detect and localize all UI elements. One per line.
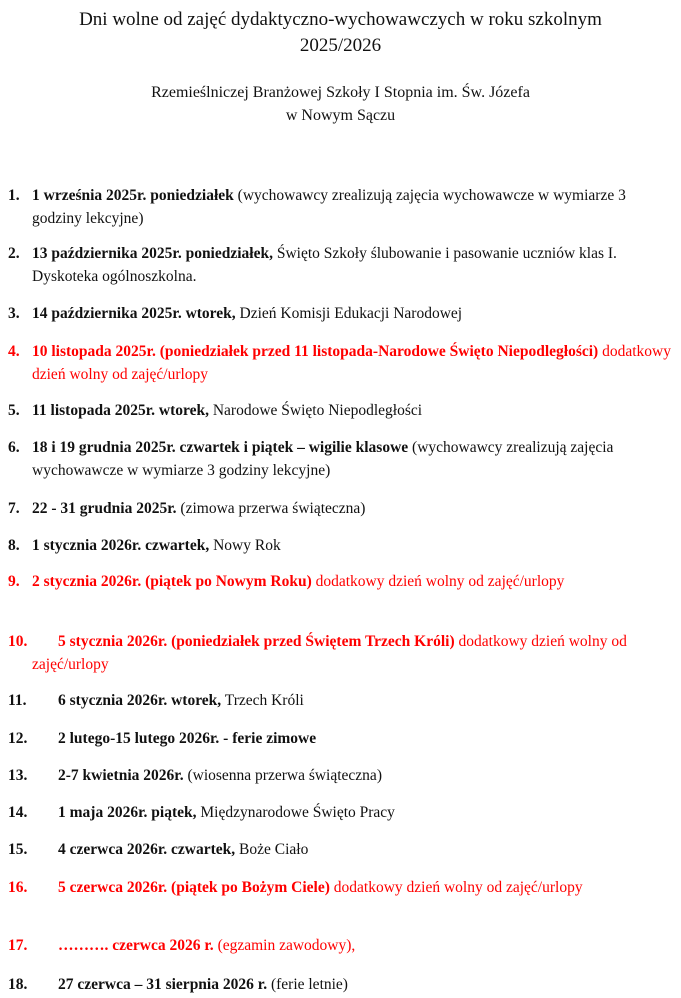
list-item [0,534,676,557]
title-line-1: Dni wolne od zajęć dydaktyczno-wychowawczych w roku szkolnym [79,9,602,30]
list-item [0,436,676,482]
item-text [0,876,676,899]
item-number: 18. [8,976,28,993]
item-number: 11. [8,692,27,709]
list-item [0,242,676,288]
item-text [0,302,676,325]
item-number: 12. [8,730,28,747]
item-text [0,630,676,676]
list-item [0,497,676,520]
item-number: 2. [8,245,20,262]
school-line-2: w Nowym Sączu [285,107,396,124]
item-text [0,838,676,861]
item-date: 1 maja 2026r. piątek, [58,804,197,821]
item-text [0,497,676,520]
item-description: Międzynarodowe Święto Pracy [196,804,395,821]
item-date: 10 listopada 2025r. (poniedziałek przed 11 listopada-Narodowe Święto Niepodległości) [32,343,599,360]
item-text [0,689,676,712]
item-number: 9. [8,573,20,590]
list-item [0,934,676,957]
item-date: 14 października 2025r. wtorek, [32,305,236,322]
item-description: Narodowe Święto Niepodległości [208,402,423,419]
item-text [0,399,676,422]
item-date: 27 czerwca – 31 sierpnia 2026 r. [58,976,268,993]
document-title [0,7,681,59]
item-date: 1 stycznia 2026r. czwartek, [32,537,210,554]
item-description: Nowy Rok [209,537,281,554]
item-text [0,934,676,957]
item-text [0,764,676,787]
item-date: 22 - 31 grudnia 2025r. [32,500,177,517]
item-date: 2-7 kwietnia 2026r. [58,767,184,784]
item-description: Trzech Króli [221,692,304,709]
item-number: 13. [8,767,28,784]
item-text [0,570,676,593]
list-item [0,876,676,899]
item-description: dodatkowy dzień wolny od zajęć/urlopy [329,879,583,896]
school-name [0,81,681,127]
list-item [0,838,676,861]
item-date: 4 czerwca 2026r. czwartek, [58,841,236,858]
item-description: Boże Ciało [235,841,309,858]
list-item [0,727,676,750]
item-date: 2 lutego-15 lutego 2026r. - ferie zimowe [58,730,317,747]
item-date: 1 września 2025r. poniedziałek [32,187,234,204]
item-text [0,727,676,750]
item-date: 6 stycznia 2026r. wtorek, [58,692,222,709]
item-number: 7. [8,500,20,517]
item-number: 6. [8,439,20,456]
item-date: ………. czerwca 2026 r. [58,937,214,954]
item-date: 18 i 19 grudnia 2025r. czwartek i piątek – wigilie klasowe [32,439,409,456]
item-number: 8. [8,537,20,554]
list-item [0,184,676,230]
item-text [0,973,676,996]
item-date: 2 stycznia 2026r. (piątek po Nowym Roku) [32,573,312,590]
item-date: 11 listopada 2025r. wtorek, [32,402,209,419]
item-number: 15. [8,841,28,858]
item-description: dodatkowy dzień wolny od zajęć/urlopy [32,343,671,383]
item-text [0,534,676,557]
item-number: 1. [8,187,20,204]
list-item [0,399,676,422]
list-item [0,570,676,593]
item-number: 14. [8,804,28,821]
item-description: (wiosenna przerwa świąteczna) [183,767,382,784]
item-date: 5 czerwca 2026r. (piątek po Bożym Ciele) [58,879,330,896]
list-item [0,973,676,996]
item-date: 5 stycznia 2026r. (poniedziałek przed Świętem Trzech Króli) [58,633,455,650]
list-item [0,630,676,676]
school-line-1: Rzemieślniczej Branżowej Szkoły I Stopnia im. Św. Józefa [151,84,530,101]
item-description: dodatkowy dzień wolny od zajęć/urlopy [311,573,565,590]
list-item [0,801,676,824]
item-text [0,184,676,230]
item-number: 3. [8,305,20,322]
item-description: Święto Szkoły ślubowanie i pasowanie uczniów klas I. Dyskoteka ogólnoszkolna. [32,245,617,285]
list-item [0,764,676,787]
list-item [0,340,676,386]
item-text [0,340,676,386]
item-description: (wychowawcy zrealizują zajęcia wychowawcze w wymiarze 3 godziny lekcyjne) [32,439,614,479]
item-number: 5. [8,402,20,419]
item-description: (egzamin zawodowy), [213,937,356,954]
item-description: (wychowawcy zrealizują zajęcia wychowawcze w wymiarze 3 godziny lekcyjne) [32,187,626,227]
list-item [0,302,676,325]
item-number: 10. [8,633,28,650]
item-description: (zimowa przerwa świąteczna) [176,500,366,517]
item-text [0,242,676,288]
item-description: (ferie letnie) [267,976,348,993]
item-number: 4. [8,343,20,360]
title-line-2: 2025/2026 [299,35,382,56]
item-number: 17. [8,937,28,954]
item-date: 13 października 2025r. poniedziałek, [32,245,273,262]
item-description: Dzień Komisji Edukacji Narodowej [235,305,463,322]
item-text [0,436,676,482]
list-item [0,689,676,712]
item-description: dodatkowy dzień wolny od zajęć/urlopy [32,633,627,673]
item-number: 16. [8,879,28,896]
item-text [0,801,676,824]
